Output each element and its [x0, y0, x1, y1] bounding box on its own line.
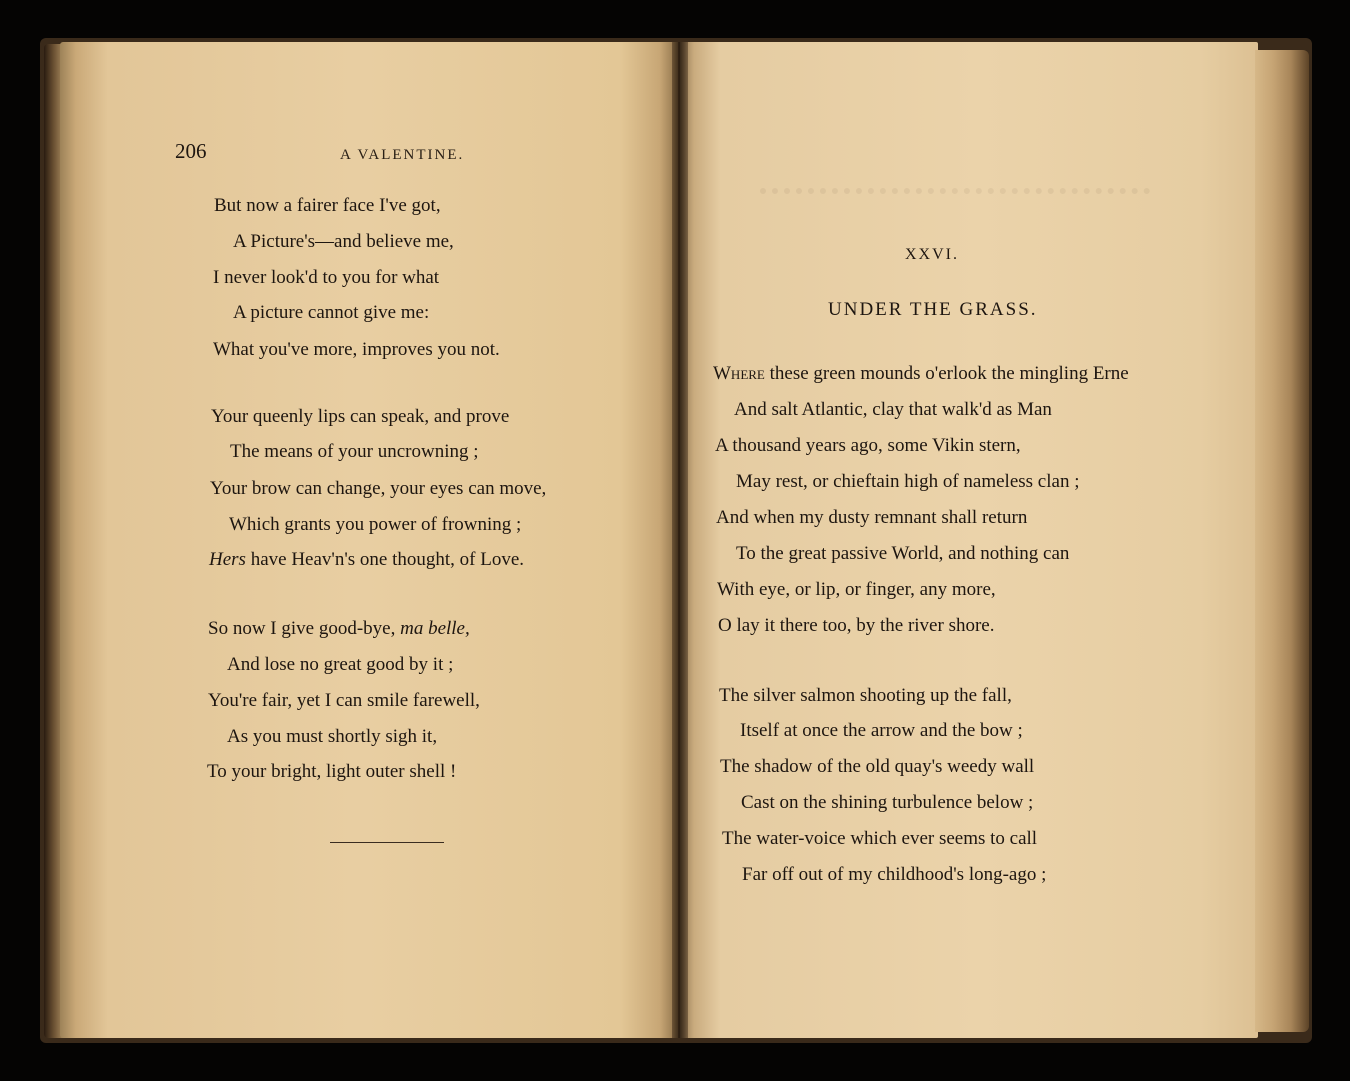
poem-number: XXVI. [905, 246, 959, 263]
poem-line: I never look'd to you for what [213, 267, 440, 288]
poem-line: And lose no great good by it ; [227, 654, 454, 675]
poem-line: And when my dusty remnant shall return [716, 507, 1028, 528]
poem-line: A thousand years ago, some Vikin stern, [715, 435, 1021, 456]
page-block-edge [1255, 50, 1309, 1032]
poem-line: O lay it there too, by the river shore. [718, 615, 995, 636]
poem-line-text: have Heav'n's one thought, of Love. [250, 549, 525, 570]
poem-line: The silver salmon shooting up the fall, [719, 685, 1012, 706]
poem-line: As you must shortly sigh it, [227, 726, 438, 747]
poem-line: Your brow can change, your eyes can move, [210, 478, 547, 499]
poem-line: And salt Atlantic, clay that walk'd as Man [734, 399, 1052, 420]
poem-line: The shadow of the old quay's weedy wall [720, 756, 1035, 777]
poem-title: UNDER THE GRASS. [828, 299, 1038, 320]
running-head: A VALENTINE. [340, 147, 465, 163]
poem-line: Your queenly lips can speak, and prove [211, 406, 510, 427]
poem-line [209, 549, 524, 571]
page-number: 206 [175, 139, 207, 163]
poem-line-text: these green mounds o'erlook the mingling Erne [769, 363, 1129, 384]
italic-word: Hers [209, 549, 246, 570]
poem-line: Itself at once the arrow and the bow ; [740, 720, 1023, 741]
poem-line: With eye, or lip, or finger, any more, [717, 579, 996, 600]
poem-line: The means of your uncrowning ; [230, 441, 479, 462]
left-page [60, 42, 678, 1038]
poem-line [208, 618, 470, 640]
small-caps-opening: Where [713, 363, 765, 384]
poem-line: Which grants you power of frowning ; [229, 514, 522, 535]
poem-line: To your bright, light outer shell ! [207, 761, 457, 782]
poem-line: A Picture's—and believe me, [233, 231, 454, 252]
poem-line: What you've more, improves you not. [213, 339, 500, 360]
poem-line: But now a fairer face I've got, [214, 195, 441, 216]
poem-line [713, 363, 1129, 385]
bleed-through-texture [760, 188, 1150, 234]
poem-line: May rest, or chieftain high of nameless clan ; [736, 471, 1080, 492]
section-rule [330, 842, 444, 843]
poem-line: You're fair, yet I can smile farewell, [208, 690, 480, 711]
poem-line: Cast on the shining turbulence below ; [741, 792, 1034, 813]
poem-line: The water-voice which ever seems to call [722, 828, 1038, 849]
italic-phrase: ma belle, [400, 618, 470, 639]
poem-line: A picture cannot give me: [233, 302, 430, 323]
spine-gutter [672, 42, 688, 1038]
poem-line: To the great passive World, and nothing can [736, 543, 1070, 564]
poem-line-text: So now I give good-bye, [208, 618, 396, 639]
poem-line: Far off out of my childhood's long-ago ; [742, 864, 1047, 885]
